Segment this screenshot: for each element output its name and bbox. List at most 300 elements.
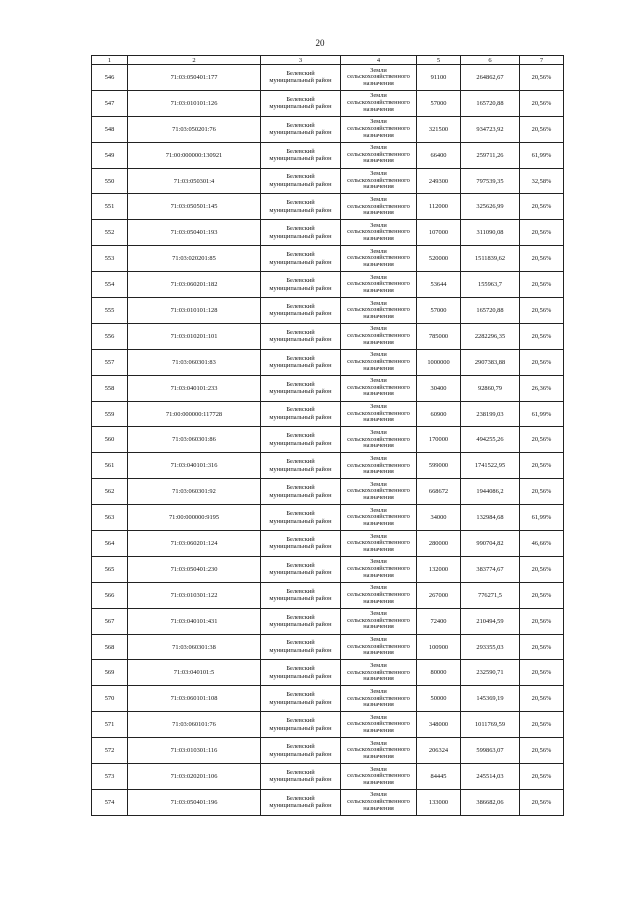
table-row [92,660,564,686]
cadastral-number: 71:00:000000:9195 [128,505,261,531]
area-value: 100900 [417,634,461,660]
cadastral-number: 71:03:020201:106 [128,764,261,790]
area-value: 170000 [417,427,461,453]
rate-value: 20,56% [520,90,564,116]
district-name: Белевский [286,768,315,776]
land-category-line: назначения [363,597,394,605]
land-category-line: Земли [370,170,387,178]
table-row [92,220,564,246]
land-category-line: назначения [363,804,394,812]
cadastral-value: 245514,03 [461,764,520,790]
land-category-cell [341,298,417,324]
land-category-line: назначения [363,286,394,294]
land-category-line: Земли [370,325,387,333]
cadastral-number: 71:03:040101:316 [128,453,261,479]
row-number: 568 [92,634,128,660]
district-cell [261,272,341,298]
land-category-line: назначения [363,390,394,398]
table-row [92,90,564,116]
row-number: 547 [92,90,128,116]
rate-value: 20,56% [520,608,564,634]
table-row [92,194,564,220]
area-value: 30400 [417,375,461,401]
land-category-cell [341,582,417,608]
rate-value: 20,56% [520,556,564,582]
rate-value: 20,56% [520,582,564,608]
row-number: 551 [92,194,128,220]
cadastral-number: 71:03:060201:182 [128,272,261,298]
land-category-line: Земли [370,662,387,670]
row-number: 570 [92,686,128,712]
area-value: 348000 [417,712,461,738]
district-name: Белевский [286,173,315,181]
district-type: муниципальный район [269,414,332,422]
land-category-cell [341,686,417,712]
land-category-line: Земли [370,429,387,437]
land-category-line: сельскохозяйственного [347,176,410,184]
district-name: Белевский [286,639,315,647]
district-name: Белевский [286,794,315,802]
land-category-line: сельскохозяйственного [347,150,410,158]
cadastral-value: 132984,68 [461,505,520,531]
land-category-cell [341,712,417,738]
cadastral-value: 797539,35 [461,168,520,194]
district-name: Белевский [286,717,315,725]
district-type: муниципальный район [269,206,332,214]
area-value: 80000 [417,660,461,686]
row-number: 565 [92,556,128,582]
rate-value: 61,99% [520,142,564,168]
row-number: 552 [92,220,128,246]
land-category-line: Земли [370,791,387,799]
land-category-line: Земли [370,351,387,359]
area-value: 50000 [417,686,461,712]
district-type: муниципальный район [269,181,332,188]
land-category-cell [341,764,417,790]
land-category-line: назначения [363,442,394,450]
table-row [92,582,564,608]
rate-value: 20,56% [520,764,564,790]
district-type: муниципальный район [269,439,332,447]
land-category-line: сельскохозяйственного [347,668,410,676]
land-category-line: сельскохозяйственного [347,254,410,262]
cadastral-value: 238199,03 [461,401,520,427]
table-row [92,349,564,375]
district-name: Белевский [286,406,315,414]
district-type: муниципальный район [269,155,332,163]
district-cell [261,401,341,427]
land-category-line: сельскохозяйственного [347,228,410,236]
land-category-line: Земли [370,506,387,514]
district-cell [261,375,341,401]
land-category-line: назначения [363,338,394,346]
district-name: Белевский [286,302,315,310]
cadastral-number: 71:03:020201:85 [128,246,261,272]
district-name: Белевский [286,251,315,259]
district-cell [261,427,341,453]
cadastral-number: 71:03:040101:5 [128,660,261,686]
page-number: 20 [315,38,325,48]
row-number: 562 [92,479,128,505]
table-row [92,116,564,142]
district-type: муниципальный район [269,517,332,525]
cadastral-value: 2282296,35 [461,323,520,349]
row-number: 555 [92,298,128,324]
land-category-line: сельскохозяйственного [347,99,410,107]
area-value: 57000 [417,298,461,324]
land-category-cell [341,246,417,272]
district-name: Белевский [286,613,315,621]
land-category-line: Земли [370,636,387,644]
cadastral-value: 934723,92 [461,116,520,142]
rate-value: 20,56% [520,738,564,764]
cadastral-number: 71:03:010101:126 [128,90,261,116]
table-row [92,686,564,712]
district-cell [261,686,341,712]
cadastral-value: 325626,99 [461,194,520,220]
table-row [92,712,564,738]
land-category-line: сельскохозяйственного [347,539,410,547]
land-category-cell [341,531,417,557]
row-number: 571 [92,712,128,738]
land-category-line: назначения [363,545,394,553]
land-category-cell [341,116,417,142]
district-type: муниципальный район [269,310,332,318]
table-body [92,65,564,816]
row-number: 561 [92,453,128,479]
rate-value: 20,56% [520,634,564,660]
row-number: 574 [92,789,128,815]
land-category-line: сельскохозяйственного [347,409,410,417]
rate-value: 20,56% [520,789,564,815]
land-category-cell [341,220,417,246]
land-category-cell [341,505,417,531]
cadastral-number: 71:00:000000:117728 [128,401,261,427]
land-category-line: Земли [370,480,387,488]
land-category-line: сельскохозяйственного [347,202,410,210]
land-category-cell [341,427,417,453]
land-category-line: назначения [363,727,394,734]
table-row [92,272,564,298]
district-type: муниципальный район [269,776,332,784]
district-cell [261,634,341,660]
cadastral-value: 386682,06 [461,789,520,815]
row-number: 572 [92,738,128,764]
land-category-line: Земли [370,66,387,74]
district-cell [261,246,341,272]
area-value: 57000 [417,90,461,116]
land-category-cell [341,168,417,194]
row-number: 556 [92,323,128,349]
district-type: муниципальный район [269,802,332,810]
district-type: муниципальный район [269,232,332,240]
area-value: 206324 [417,738,461,764]
table-row [92,505,564,531]
land-category-line: Земли [370,118,387,126]
land-category-line: Земли [370,713,387,721]
column-number: 4 [341,56,417,65]
district-type: муниципальный район [269,258,332,266]
table-row [92,608,564,634]
land-category-line: назначения [363,183,394,191]
rate-value: 20,56% [520,323,564,349]
land-category-line: назначения [363,235,394,243]
land-category-line: Земли [370,454,387,462]
district-type: муниципальный район [269,491,332,499]
land-category-cell [341,738,417,764]
rate-value: 20,56% [520,194,564,220]
table-row [92,427,564,453]
land-category-line: сельскохозяйственного [347,616,410,624]
cadastral-value: 1011769,59 [461,712,520,738]
land-category-cell [341,272,417,298]
district-name: Белевский [286,743,315,750]
district-cell [261,168,341,194]
district-name: Белевский [286,199,315,207]
cadastral-value: 1741522,95 [461,453,520,479]
land-category-cell [341,556,417,582]
district-name: Белевский [286,691,315,699]
rate-value: 26,36% [520,375,564,401]
area-value: 668672 [417,479,461,505]
cadastral-number: 71:03:050401:193 [128,220,261,246]
rate-value: 32,58% [520,168,564,194]
rate-value: 20,56% [520,220,564,246]
land-category-line: сельскохозяйственного [347,798,410,806]
area-value: 785000 [417,323,461,349]
district-name: Белевский [286,354,315,362]
land-category-line: назначения [363,493,394,501]
area-value: 112000 [417,194,461,220]
district-cell [261,764,341,790]
area-value: 133000 [417,789,461,815]
land-category-line: назначения [363,105,394,113]
land-category-line: назначения [363,312,394,320]
rate-value: 20,56% [520,116,564,142]
table-row [92,401,564,427]
district-cell [261,608,341,634]
land-category-line: Земли [370,403,387,411]
cadastral-value: 92860,79 [461,375,520,401]
area-value: 84445 [417,764,461,790]
cadastral-number: 71:03:060101:108 [128,686,261,712]
district-type: муниципальный район [269,129,332,137]
land-category-line: Земли [370,377,387,385]
land-category-line: назначения [363,364,394,372]
area-value: 280000 [417,531,461,557]
district-cell [261,789,341,815]
district-cell [261,142,341,168]
land-category-line: Земли [370,221,387,229]
cadastral-value: 259711,26 [461,142,520,168]
district-type: муниципальный район [269,465,332,473]
land-category-cell [341,634,417,660]
district-name: Белевский [286,225,315,233]
land-category-line: назначения [363,131,394,139]
land-category-cell [341,401,417,427]
column-number-row [92,56,564,65]
cadastral-value: 210494,59 [461,608,520,634]
rate-value: 20,56% [520,686,564,712]
land-category-line: сельскохозяйственного [347,124,410,132]
cadastral-number: 71:03:010201:101 [128,323,261,349]
district-type: муниципальный район [269,698,332,706]
column-number: 5 [417,56,461,65]
land-category-line: Земли [370,196,387,203]
district-type: муниципальный район [269,672,332,680]
column-number: 3 [261,56,341,65]
land-category-line: сельскохозяйственного [347,720,410,728]
area-value: 53644 [417,272,461,298]
district-cell [261,556,341,582]
district-type: муниципальный район [269,543,332,551]
cadastral-number: 71:03:060201:124 [128,531,261,557]
land-category-line: назначения [363,623,394,631]
area-value: 321500 [417,116,461,142]
land-category-line: назначения [363,649,394,657]
row-number: 549 [92,142,128,168]
cadastral-number: 71:03:050401:196 [128,789,261,815]
district-name: Белевский [286,665,315,673]
cadastral-value: 155963,7 [461,272,520,298]
row-number: 554 [92,272,128,298]
area-value: 249300 [417,168,461,194]
cadastral-number: 71:03:010101:128 [128,298,261,324]
column-number: 6 [461,56,520,65]
row-number: 546 [92,65,128,91]
land-category-line: сельскохозяйственного [347,357,410,365]
row-number: 548 [92,116,128,142]
table-row [92,142,564,168]
cadastral-number: 71:00:000000:130921 [128,142,261,168]
area-value: 107000 [417,220,461,246]
table-row [92,789,564,815]
cadastral-value: 494255,26 [461,427,520,453]
rate-value: 20,56% [520,349,564,375]
district-name: Белевский [286,276,315,284]
land-category-line: сельскохозяйственного [347,642,410,650]
cadastral-number: 71:03:050301:4 [128,168,261,194]
land-category-line: Земли [370,247,387,255]
district-type: муниципальный район [269,388,332,396]
district-type: муниципальный район [269,750,332,758]
district-cell [261,660,341,686]
land-category-cell [341,194,417,220]
district-name: Белевский [286,95,315,103]
district-type: муниципальный район [269,284,332,292]
table-row [92,375,564,401]
table-row [92,453,564,479]
land-category-cell [341,660,417,686]
land-category-line: Земли [370,273,387,281]
land-category-cell [341,323,417,349]
cadastral-number: 71:03:010301:122 [128,582,261,608]
row-number: 563 [92,505,128,531]
rate-value: 61,99% [520,401,564,427]
rate-value: 20,56% [520,298,564,324]
cadastral-value: 2907383,88 [461,349,520,375]
district-cell [261,738,341,764]
column-number: 7 [520,56,564,65]
cadastral-number: 71:03:040101:431 [128,608,261,634]
row-number: 567 [92,608,128,634]
land-category-cell [341,65,417,91]
district-cell [261,349,341,375]
district-name: Белевский [286,69,315,77]
cadastral-number: 71:03:060101:76 [128,712,261,738]
cadastral-value: 1511839,62 [461,246,520,272]
cadastral-value: 990704,82 [461,531,520,557]
row-number: 550 [92,168,128,194]
table-row [92,556,564,582]
rate-value: 20,56% [520,712,564,738]
rate-value: 20,56% [520,272,564,298]
district-cell [261,220,341,246]
area-value: 520000 [417,246,461,272]
cadastral-value: 165720,88 [461,90,520,116]
land-category-line: сельскохозяйственного [347,461,410,469]
land-category-line: назначения [363,209,394,217]
land-parcels-table [91,55,564,816]
table-row [92,246,564,272]
column-number: 1 [92,56,128,65]
land-category-line: Земли [370,610,387,618]
row-number: 553 [92,246,128,272]
rate-value: 20,56% [520,65,564,91]
district-name: Белевский [286,432,315,440]
rate-value: 20,56% [520,453,564,479]
land-category-cell [341,90,417,116]
district-cell [261,298,341,324]
land-category-line: сельскохозяйственного [347,746,410,754]
land-category-line: Земли [370,532,387,540]
cadastral-number: 71:03:040101:233 [128,375,261,401]
district-type: муниципальный район [269,336,332,344]
table-row [92,634,564,660]
land-category-line: назначения [363,260,394,268]
area-value: 34000 [417,505,461,531]
rate-value: 20,56% [520,246,564,272]
row-number: 569 [92,660,128,686]
district-cell [261,90,341,116]
land-category-line: назначения [363,778,394,786]
district-cell [261,194,341,220]
land-category-line: назначения [363,519,394,527]
rate-value: 20,56% [520,427,564,453]
table-row [92,479,564,505]
district-cell [261,116,341,142]
land-category-line: сельскохозяйственного [347,565,410,573]
land-category-cell [341,608,417,634]
land-category-cell [341,349,417,375]
cadastral-value: 311090,08 [461,220,520,246]
land-category-line: сельскохозяйственного [347,590,410,598]
district-name: Белевский [286,535,315,543]
district-name: Белевский [286,380,315,388]
district-cell [261,479,341,505]
district-type: муниципальный район [269,362,332,370]
district-type: муниципальный район [269,103,332,111]
row-number: 573 [92,764,128,790]
district-type: муниципальный район [269,595,332,603]
district-cell [261,453,341,479]
cadastral-value: 1944086,2 [461,479,520,505]
land-category-cell [341,479,417,505]
cadastral-value: 293355,03 [461,634,520,660]
table-row [92,764,564,790]
cadastral-value: 165720,88 [461,298,520,324]
cadastral-number: 71:03:010301:116 [128,738,261,764]
